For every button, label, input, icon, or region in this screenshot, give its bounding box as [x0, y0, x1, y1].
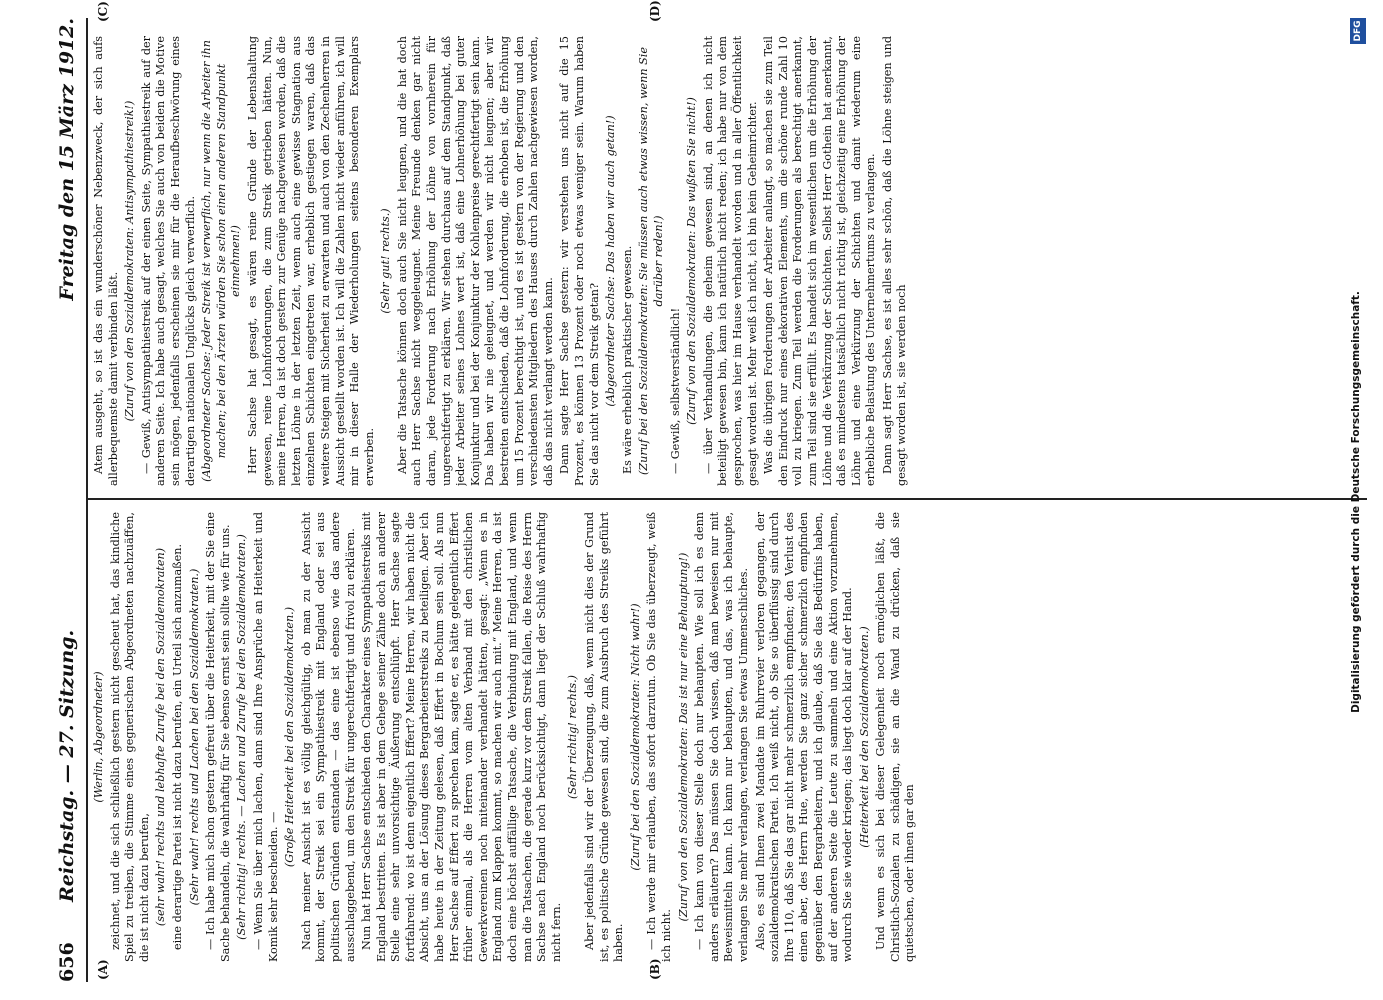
- page-header: [52, 18, 82, 982]
- paragraph: Und wenn es sich bei dieser Gelegenheit noch ermöglichen läßt, die Christlich-Sozialen zu schädigen, sie an die Wand zu drücken, daß sie quietschen, oder ihnen gar den: [874, 512, 917, 962]
- left-column: [92, 512, 1367, 962]
- paragraph: — Ich habe mich schon gestern gefreut über die Heiterkeit, mit der Sie eine Sache behandeln, die wahrhaftig für Sie ebenso ernst sein sollte wie für uns.: [204, 512, 232, 962]
- header-rule: [86, 18, 88, 982]
- paragraph: Dann sagte Herr Sachse gestern: wir verstehen uns nicht auf die 15 Prozent, es können 13 Prozent oder noch etwas weniger sein. Warum haben Sie das nicht vor dem Streik getan?: [558, 36, 601, 486]
- page-number: 656: [56, 942, 78, 982]
- interjection: (Sehr wahr! rechts und Lachen bei den Sozialdemokraten.): [187, 568, 201, 906]
- paragraph: — Gewiß, Antisympathiestreik auf der einen Seite, Sympathiestreik auf der anderen Seite. Ich habe auch gesagt, welches Sie auch von beiden die Motive sein mögen, jedenfalls erscheinen sie mir für die Heraufbeschwörung eines derartigen nationalen Unglücks gleich verwerflich.: [139, 36, 197, 486]
- column-divider: [88, 498, 1367, 500]
- interjection: (Sehr gut! rechts.): [379, 208, 393, 314]
- interjection: (Abgeordneter Sachse: Das haben wir auch getan!): [604, 115, 618, 407]
- session-date: Freitag den 15 März 1912.: [56, 18, 78, 301]
- session-title: Reichstag. — 27. Sitzung.: [56, 629, 78, 902]
- interjection: (Abgeordneter Sachse: Jeder Streik ist verwerflich, nur wenn die Arbeiter ihn machen; bei den Ärzten würden Sie schon einen anderen Standpunkt einnehmen!): [200, 40, 243, 482]
- interjection: (Große Heiterkeit bei den Sozialdemokraten.): [283, 606, 297, 868]
- paragraph: — Ich kann von dieser Stelle doch nur behaupten. Wie soll ich es denn anders erläutern? Das müssen Sie doch wissen, daß man beweisen nur mit Beweismitteln kann. Ich kann nur behaupten, und das, was ich behaupte, verlangen Sie mehr verlangen, verlangen Sie etwas Unmenschliches.: [693, 512, 750, 962]
- paragraph: Es wäre erheblich praktischer gewesen.: [620, 245, 634, 474]
- paragraph: Nun hat Herr Sachse entschieden den Charakter eines Sympathiestreiks mit England bestritten. Es ist aber in dem Gehege seiner Zähne doch an anderer Stelle eine sehr unvorsichtige Äußerung entschlüpft. Herr Sachse sagte fortfahrend: wo ist denn eigentlich Effert? Meine Herren, wir haben nicht die Absicht, uns an der Lösung dieses Bergarbeiterstreiks zu beteiligen. Aber ich habe heute in der Zeitung gelesen, daß Effert in Bochum sein soll. Als nun Herr Sachse auf Effert zu sprechen kam, sagte er, es hätte gelegentlich Effert früher einmal, als die Herren vom alten Verband mit den christlichen Gewerkvereinen noch miteinander verhandelt hätten, gesagt: „Wenn es in England zum Klappen kommt, so machen wir auch mit.“ Meine Herren, da ist doch eine höchst auffällige Tatsache, die Verbindung mit England, und wenn man die Tatsachen, die gerade kurz vor dem Streik fallen, die Reise des Herrn Sachse nach England noch berücksichtigt, dann liegt der Schluß wahrhaftig nicht fern.: [360, 512, 563, 962]
- margin-marker-b: (B): [648, 958, 662, 980]
- paragraph: Aber jedenfalls sind wir der Überzeugung, daß, wenn nicht dies der Grund ist, es politische Gründe gewesen sind, die zum Ausbruch des Streiks geführt haben.: [583, 512, 626, 962]
- interjection: (Zuruf bei den Sozialdemokraten: Sie müssen auch etwas wissen, wenn Sie darüber reden!): [637, 47, 665, 476]
- paragraph: — Wenn Sie über mich lachen, dann sind Ihre Ansprüche an Heiterkeit und Komik sehr bescheiden. —: [251, 512, 280, 962]
- interjection: (Zuruf von den Sozialdemokraten: Antisympathiestreik!): [123, 100, 137, 422]
- paragraph: zeichnet, und die sich schließlich gestern nicht gescheut hat, das kindliche Spiel zu treiben, die Stimme eines gegnerischen Abgeordneten nachzuäffen, die ist nicht dazu berufen,: [108, 512, 151, 962]
- interjection: (Zuruf von den Sozialdemokraten: Das wußten Sie nicht!): [685, 97, 699, 425]
- interjection: (Zuruf von den Sozialdemokraten: Das ist nur eine Behauptung!): [676, 552, 690, 922]
- right-column: [92, 36, 1367, 486]
- digitization-credit: Digitalisierung gefördert durch die Deutsche Forschungsgemeinschaft.: [1350, 291, 1362, 713]
- dfg-logo: DFG: [1350, 18, 1366, 44]
- margin-marker-a: (A): [96, 959, 110, 980]
- paragraph: Aber die Tatsache können doch auch Sie nicht leugnen, und die hat doch auch Herr Sachse nicht weggeleugnet. Meine Freunde denken gar nicht daran, jede Forderung nach Erhöhung der Löhne von vornherein für ungerechtfertigt zu erklären. Wir stehen durchaus auf dem Standpunkt, daß jeder Arbeiter seines Lohnes wert ist, daß eine Lohnerhöhung bei guter Konjunktur und bei der Konjunktur der Kohlenpreise gerechtfertigt sein kann. Das haben wir nie geleugnet, und werden wir nicht leugnen; aber wir bestreiten entschieden, daß die Lohnforderung, die erhoben ist, die Erhöhung um 15 Prozent berechtigt ist, und es ist gestern von der Regierung und den verschiedensten Mitgliedern des Hauses durch Zahlen nachgewiesen worden, daß das nicht verlangt werden kann.: [395, 36, 555, 486]
- paragraph: Herr Sachse hat gesagt, es wären reine Gründe der Lebenshaltung gewesen, reine Lohnforderungen, die zum Streik getrieben hätten. Nun, meine Herren, da ist doch gestern zur Genüge nachgewiesen worden, daß die letzten Löhne in der letzten Zeit, wenn auch eine gewisse Stagnation aus einzelnen Schichten eingetreten war, erheblich gestiegen waren, daß das weitere Steigen mit Sicherheit zu erwarten und auch von den Zechenherren in Aussicht gestellt worden ist. Ich will die Zahlen nicht wieder anführen, ich will mir in dieser Halle der Wiederholungen seitens besonderen Exemplars erwerben.: [245, 36, 376, 486]
- interjection: (Sehr richtig! rechts.): [566, 674, 580, 800]
- interjection: (Heiterkeit bei den Sozialdemokraten.): [857, 626, 871, 848]
- paragraph: — Gewiß, selbstverständlich!: [668, 307, 682, 474]
- paragraph: eine derartige Partei ist nicht dazu berufen, ein Urteil sich anzumaßen.: [170, 543, 184, 950]
- paragraph: Atem ausgeht, so ist das ein wunderschöner Nebenzweck, der sich aufs allerbequemste damit verbinden läßt.: [92, 36, 120, 486]
- paragraph: Was die übrigen Forderungen der Arbeiter anlangt, so machen sie zum Teil den Eindruck nur eines dekorativen Elements, um die schöne runde Zahl 10 voll zu kriegen. Zum Teil werden die Forderungen als berechtigt anerkannt, zum Teil sind sie erfüllt. Es handelt sich im wesentlichen um die Erhöhung der Löhne und die Verkürzung der Schichten. Selbst Herr Gothein hat anerkannt, daß es mindestens tatsächlich nicht richtig ist, gleichzeitig eine Erhöhung der Löhne und eine Verkürzung der Schichten und damit wiederum eine erhebliche Belastung des Unternehmertums zu verlangen.: [762, 36, 878, 486]
- paragraph: Nach meiner Ansicht ist es völlig gleichgültig, ob man zu der Ansicht kommt, der Streik sei ein Sympathiestreik mit England oder sei aus politischen Gründen entstanden — das eine ist ebenso wie das andere ausschlaggebend, um den Streik für ungerechtfertigt und frivol zu erklären.: [299, 512, 357, 962]
- paragraph: — über Verhandlungen, die geheim gewesen sind, an denen ich nicht beteiligt gewesen bin, kann ich natürlich nicht reden; ich habe nur von dem gesprochen, was hier im Hause verhandelt worden und in aller Öffentlichkeit gesagt worden ist. Mehr weiß ich nicht, ich bin kein Geheimrichter.: [701, 36, 759, 486]
- margin-marker-d: (D): [648, 0, 662, 22]
- paragraph: — Ich werde mir erlauben, das sofort darzutun. Ob Sie das überzeugt, weiß ich nicht.: [645, 512, 673, 962]
- interjection: (Sehr richtig! rechts. — Lachen und Zurufe bei den Sozialdemokraten.): [235, 534, 249, 940]
- interjection: (sehr wahr! rechts und lebhafte Zurufe bei den Sozialdemokraten): [154, 547, 168, 927]
- margin-marker-c: (C): [96, 1, 110, 22]
- paragraph: Also, es sind Ihnen zwei Mandate im Ruhrrevier verloren gegangen, der sozialdemokratischen Partei. Ich weiß nicht, ob Sie so überflüssig sind durch Ihre 110, daß Sie das gar nicht mehr schmerzlich empfinden; den Verlust des einen aber, des Herrn Hue, werden Sie ganz sicher schmerzlich empfinden gegenüber den Bergarbeitern, und ich glaube, daß Sie das Bedürfnis haben, auf der anderen Seite die Leute zu sammeln und eine Aktion vorzunehmen, wodurch Sie sie wieder kriegen; das liegt doch klar auf der Hand.: [753, 512, 855, 962]
- interjection: (Werlin, Abgeordneter): [92, 671, 105, 803]
- interjection: (Zuruf bei den Sozialdemokraten: Nicht wahr!): [628, 603, 642, 871]
- paragraph: Dann sagt Herr Sachse, es ist alles sehr schön, daß die Löhne steigen und gesagt worden ist, sie werden noch: [880, 36, 909, 486]
